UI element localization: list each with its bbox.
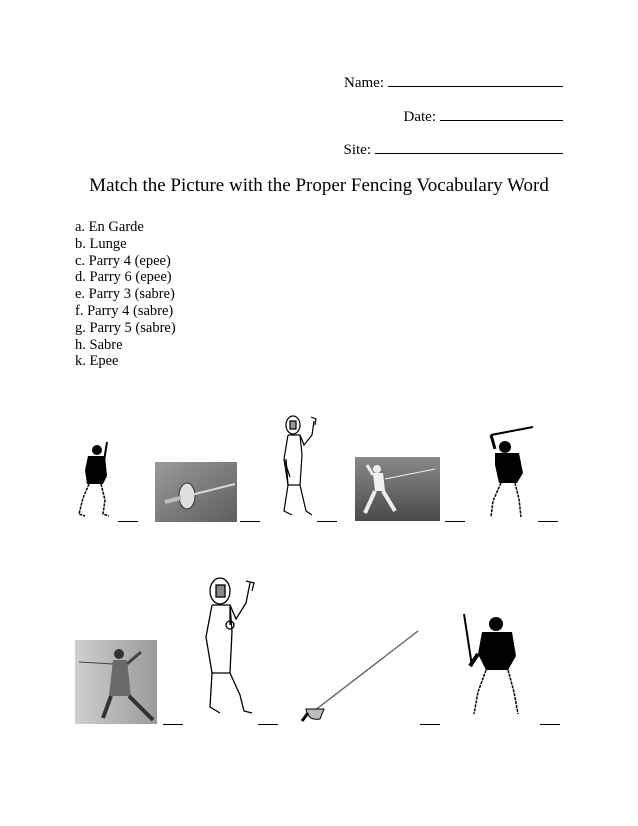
site-label: Site:	[343, 142, 371, 158]
fencer-silhouette-parry-image	[75, 440, 115, 522]
vocab-item: e. Parry 3 (sabre)	[75, 286, 175, 303]
name-field[interactable]	[344, 74, 563, 92]
answer-blank[interactable]	[258, 724, 278, 725]
vocab-item: d. Parry 6 (epee)	[75, 269, 172, 286]
fencer-silhouette-overhead-image	[485, 425, 535, 521]
fencer-outline-image	[278, 415, 320, 521]
fencer-silhouette-guard-image	[458, 610, 528, 720]
vintage-fencer-photo	[75, 640, 157, 724]
vocab-item: h. Sabre	[75, 336, 123, 353]
name-line[interactable]	[388, 74, 563, 87]
vocab-item: k. Epee	[75, 353, 119, 370]
answer-blank[interactable]	[240, 521, 260, 522]
sabre-sword-image	[298, 627, 422, 725]
vocab-item: f. Parry 4 (sabre)	[75, 302, 174, 319]
site-field[interactable]	[343, 141, 563, 159]
site-line[interactable]	[375, 141, 563, 154]
answer-blank[interactable]	[317, 521, 337, 522]
answer-blank[interactable]	[118, 521, 138, 522]
answer-blank[interactable]	[445, 521, 465, 522]
name-label: Name:	[344, 75, 384, 91]
vocab-item: c. Parry 4 (epee)	[75, 252, 171, 269]
fencer-lunge-photo	[355, 457, 440, 521]
epee-guard-photo	[155, 462, 237, 522]
date-field[interactable]	[404, 108, 563, 126]
answer-blank[interactable]	[420, 724, 440, 725]
vocabulary-list	[75, 219, 176, 370]
vocab-item: g. Parry 5 (sabre)	[75, 319, 176, 336]
answer-blank[interactable]	[163, 724, 183, 725]
vocab-item: b. Lunge	[75, 235, 127, 252]
fencer-outline-guard-image	[200, 577, 258, 723]
date-label: Date:	[403, 109, 436, 125]
answer-blank[interactable]	[538, 521, 558, 522]
vocab-item: a. En Garde	[75, 219, 144, 235]
answer-blank[interactable]	[540, 724, 560, 725]
worksheet-title: Match the Picture with the Proper Fencing Vocabulary Word	[89, 175, 549, 196]
date-line[interactable]	[440, 108, 563, 121]
